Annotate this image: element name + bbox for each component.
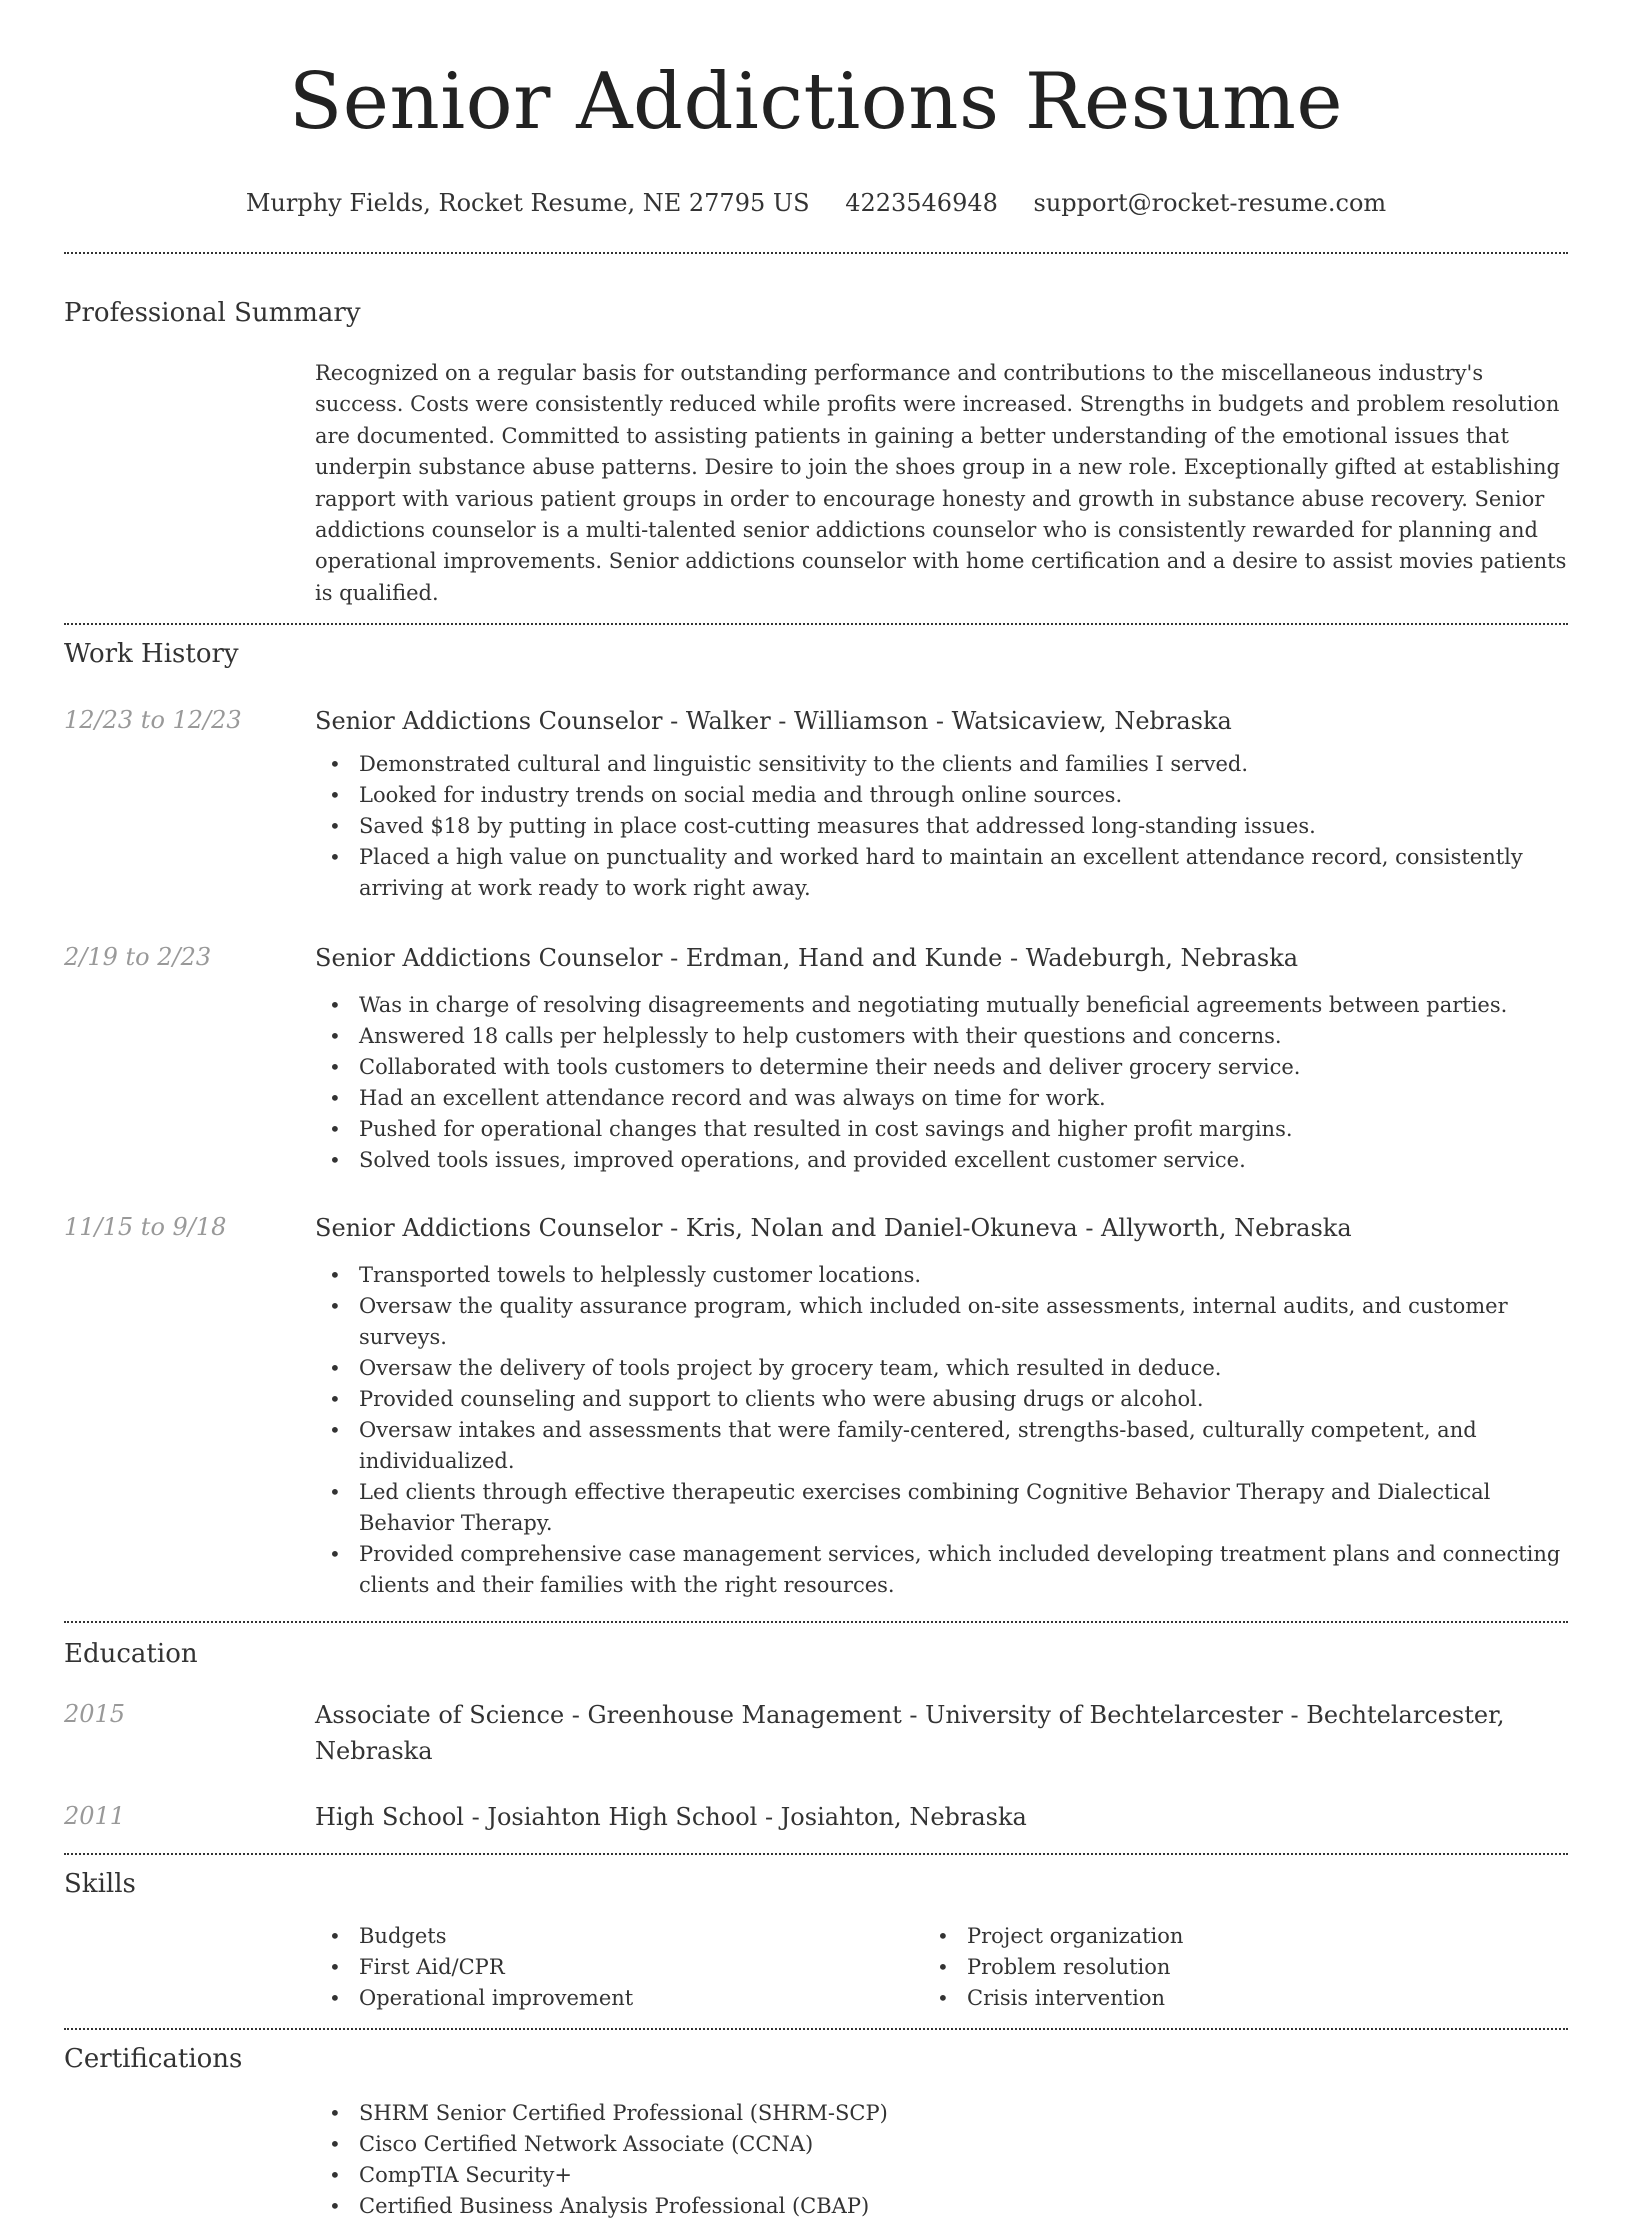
job-title: Senior Addictions Counselor - Kris, Nolan and Daniel-Okuneva - Allyworth, Nebraska xyxy=(315,1214,1352,1243)
skills-list-left xyxy=(315,1921,923,2014)
contact-address: Murphy Fields, Rocket Resume, NE 27795 US xyxy=(245,189,810,217)
job-entry xyxy=(64,940,1568,1176)
list-item: • Pushed for operational changes that resulted in cost savings and higher profit margins. xyxy=(315,1114,1568,1145)
divider xyxy=(64,1853,1568,1855)
list-item: • Collaborated with tools customers to determine their needs and deliver grocery service. xyxy=(315,1052,1568,1083)
education-year: 2015 xyxy=(64,1700,126,1729)
contact-phone: 4223546948 xyxy=(845,189,998,217)
list-item: • Project organization xyxy=(923,1921,1531,1952)
list-item: • Problem resolution xyxy=(923,1952,1531,1983)
job-title: Senior Addictions Counselor - Erdman, Hand and Kunde - Wadeburgh, Nebraska xyxy=(315,944,1299,973)
job-entry xyxy=(64,703,1568,904)
job-bullets xyxy=(315,990,1568,1176)
section-heading-summary: Professional Summary xyxy=(64,298,361,328)
list-item: • Certified Business Analysis Professional (CBAP) xyxy=(315,2191,1568,2222)
job-dates: 11/15 to 9/18 xyxy=(64,1213,227,1242)
job-bullets xyxy=(315,749,1568,904)
divider xyxy=(64,1621,1568,1623)
list-item: • First Aid/CPR xyxy=(315,1952,923,1983)
list-item: • Oversaw intakes and assessments that were family-centered, strengths-based, culturally competent, and individualized. xyxy=(315,1415,1568,1477)
skills-list-right xyxy=(923,1921,1531,2014)
list-item: • Solved tools issues, improved operations, and provided excellent customer service. xyxy=(315,1145,1568,1176)
skills-grid xyxy=(315,1921,1568,2014)
education-entry xyxy=(64,1697,1568,1769)
list-item: • Cisco Certified Network Associate (CCNA) xyxy=(315,2129,1568,2160)
list-item: • Transported towels to helplessly customer locations. xyxy=(315,1260,1568,1291)
job-dates: 2/19 to 2/23 xyxy=(64,943,212,972)
divider xyxy=(64,2028,1568,2030)
list-item: • Provided comprehensive case management services, which included developing treatment plans and connecting clients and their families with the right resources. xyxy=(315,1539,1568,1601)
list-item: • Oversaw the delivery of tools project by grocery team, which resulted in deduce. xyxy=(315,1353,1568,1384)
list-item: • Answered 18 calls per helplessly to help customers with their questions and concerns. xyxy=(315,1021,1568,1052)
certifications-list xyxy=(315,2098,1568,2222)
list-item: • Budgets xyxy=(315,1921,923,1952)
job-dates: 12/23 to 12/23 xyxy=(64,706,242,735)
education-title: High School - Josiahton High School - Josiahton, Nebraska xyxy=(315,1803,1027,1832)
list-item: • Oversaw the quality assurance program, which included on-site assessments, internal audits, and customer surveys. xyxy=(315,1291,1568,1353)
education-entry xyxy=(64,1799,1568,1835)
summary-text: Recognized on a regular basis for outstanding performance and contributions to the miscellaneous industry's success. Costs were consistently reduced while profits were increased. Strengths in budgets and problem resolution are documented. Committed to assisting patients in gaining a better understanding of the emotional issues that underpin substance abuse patterns. Desire to join the shoes group in a new role. Exceptionally gifted at establishing rapport with various patient groups in order to encourage honesty and growth in substance abuse recovery. Senior addictions counselor is a multi-talented senior addictions counselor who is consistently rewarded for planning and operational improvements. Senior addictions counselor with home certification and a desire to assist movies patients is qualified. xyxy=(315,361,1567,605)
job-title: Senior Addictions Counselor - Walker - Williamson - Watsicaview, Nebraska xyxy=(315,707,1232,736)
list-item: • Operational improvement xyxy=(315,1983,923,2014)
section-heading-certifications: Certifications xyxy=(64,2044,243,2075)
list-item: • Crisis intervention xyxy=(923,1983,1531,2014)
section-heading-skills: Skills xyxy=(64,1869,136,1900)
resume-page xyxy=(64,0,1568,2222)
resume-title: Senior Addictions Resume xyxy=(288,57,1344,147)
divider xyxy=(64,623,1568,625)
list-item: • Was in charge of resolving disagreements and negotiating mutually beneficial agreements between parties. xyxy=(315,990,1568,1021)
list-item: • Saved $18 by putting in place cost-cutting measures that addressed long-standing issues. xyxy=(315,811,1568,842)
contact-line xyxy=(64,188,1568,218)
education-year: 2011 xyxy=(64,1802,126,1831)
list-item: • Placed a high value on punctuality and worked hard to maintain an excellent attendance record, consistently arriving at work ready to work right away. xyxy=(315,842,1568,904)
list-item: • Looked for industry trends on social media and through online sources. xyxy=(315,780,1568,811)
list-item: • SHRM Senior Certified Professional (SHRM-SCP) xyxy=(315,2098,1568,2129)
divider xyxy=(64,252,1568,254)
list-item: • Led clients through effective therapeutic exercises combining Cognitive Behavior Therapy and Dialectical Behavior Therapy. xyxy=(315,1477,1568,1539)
section-heading-work: Work History xyxy=(64,639,239,670)
education-title: Associate of Science - Greenhouse Management - University of Bechtelarcester - Bechtelarcester, Nebraska xyxy=(315,1701,1505,1766)
list-item: • Provided counseling and support to clients who were abusing drugs or alcohol. xyxy=(315,1384,1568,1415)
section-heading-education: Education xyxy=(64,1639,198,1670)
list-item: • Had an excellent attendance record and was always on time for work. xyxy=(315,1083,1568,1114)
job-bullets xyxy=(315,1260,1568,1601)
list-item: • CompTIA Security+ xyxy=(315,2160,1568,2191)
list-item: • Demonstrated cultural and linguistic sensitivity to the clients and families I served. xyxy=(315,749,1568,780)
job-entry xyxy=(64,1210,1568,1601)
contact-email: support@rocket-resume.com xyxy=(1033,189,1387,217)
